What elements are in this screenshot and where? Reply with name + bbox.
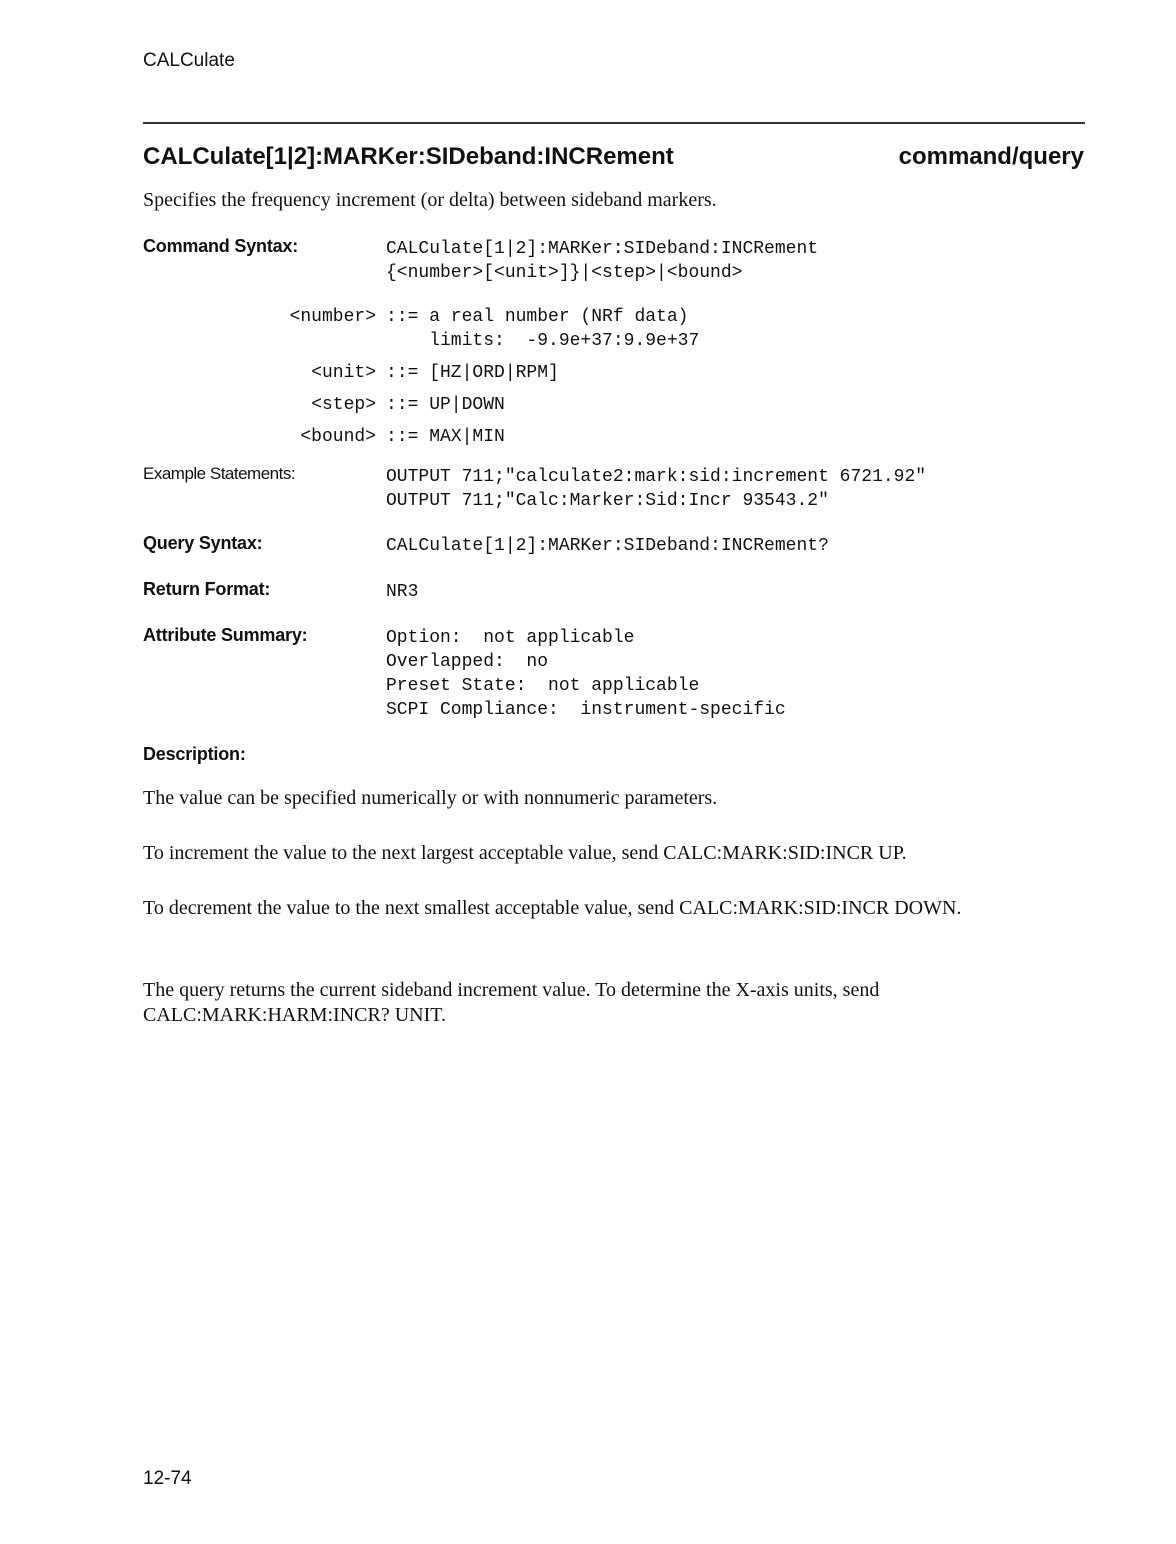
attribute-scpi-compliance: SCPI Compliance: instrument-specific: [386, 700, 786, 720]
description-paragraph: The value can be specified numerically or with nonnumeric parameters.: [143, 787, 718, 809]
query-syntax-label: Query Syntax:: [143, 533, 263, 553]
description-paragraph: The query returns the current sideband increment value. To determine the X-axis units, send CALC:MARK:HARM:INCR? UNIT.: [143, 979, 880, 1026]
description-label: Description:: [143, 744, 246, 764]
command-syntax-args: {<number>[<unit>]}|<step>|<bound>: [386, 263, 743, 283]
param-number-name: <number>: [289, 307, 376, 327]
command-title: CALCulate[1|2]:MARKer:SIDeband:INCRement: [143, 143, 674, 170]
page-number: 12-74: [143, 1468, 192, 1489]
param-number-limits: limits: -9.9e+37:9.9e+37: [386, 331, 700, 351]
attribute-preset-state: Preset State: not applicable: [386, 676, 700, 696]
command-syntax-label: Command Syntax:: [143, 236, 299, 256]
description-paragraph: To increment the value to the next largest acceptable value, send CALC:MARK:SID:INCR UP.: [143, 842, 907, 864]
return-format-label: Return Format:: [143, 579, 271, 599]
example-statements-label: Example Statements:: [143, 464, 296, 483]
param-step-def: ::= UP|DOWN: [386, 395, 505, 415]
param-bound-name: <bound>: [300, 427, 376, 447]
example-statement: OUTPUT 711;"Calc:Marker:Sid:Incr 93543.2": [386, 491, 829, 511]
header-rule: [143, 122, 1085, 124]
command-kind: command/query: [898, 143, 1084, 170]
command-syntax-line: CALCulate[1|2]:MARKer:SIDeband:INCRement: [386, 239, 819, 259]
param-unit-def: ::= [HZ|ORD|RPM]: [386, 363, 559, 383]
param-step-name: <step>: [311, 395, 376, 415]
running-header: CALCulate: [143, 50, 235, 71]
attribute-overlapped: Overlapped: no: [386, 652, 549, 672]
command-summary: Specifies the frequency increment (or delta) between sideband markers.: [143, 189, 717, 211]
param-bound-def: ::= MAX|MIN: [386, 427, 505, 447]
param-unit-name: <unit>: [311, 363, 376, 383]
example-statement: OUTPUT 711;"calculate2:mark:sid:increment 6721.92": [386, 467, 927, 487]
return-format-value: NR3: [386, 582, 419, 602]
description-paragraph: To decrement the value to the next smallest acceptable value, send CALC:MARK:SID:INCR DOWN.: [143, 897, 962, 919]
attribute-summary-label: Attribute Summary:: [143, 625, 308, 645]
attribute-option: Option: not applicable: [386, 628, 635, 648]
param-number-def: ::= a real number (NRf data): [386, 307, 689, 327]
query-syntax-value: CALCulate[1|2]:MARKer:SIDeband:INCRement?: [386, 536, 829, 556]
